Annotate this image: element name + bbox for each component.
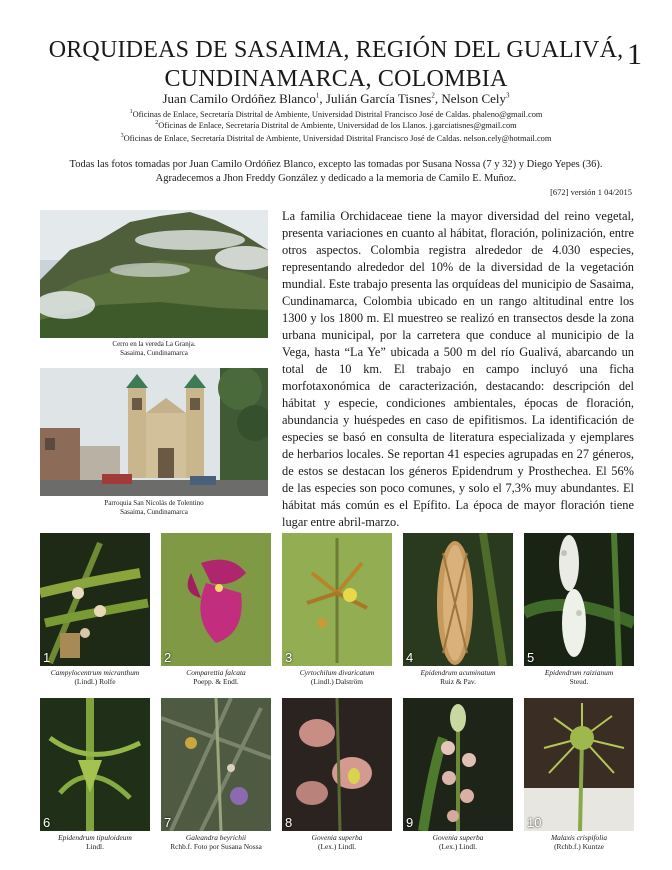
species-name: Campylocentrum micranthum (50, 668, 140, 677)
species-card (403, 533, 513, 686)
orchid-photo-image (524, 698, 634, 831)
orchid-photo-image (282, 698, 392, 831)
species-author: (Lindl.) Dalström (310, 677, 364, 686)
species-card (524, 533, 634, 686)
affiliation (0, 118, 672, 131)
author-sup: 3 (506, 91, 510, 100)
species-author: Ruiz & Pav. (440, 677, 476, 686)
caption-line: Parroquia San Nicolás de Tolentino (104, 499, 204, 507)
species-name: Govenia superba (311, 833, 363, 842)
church-photo (40, 368, 268, 496)
species-name: Galeandra beyrichii (185, 833, 247, 842)
author-separator: , (319, 91, 326, 106)
affiliation-sup: 2 (155, 120, 159, 126)
species-number: 2 (164, 650, 172, 665)
credits-line: Agradecemos a Jhon Freddy González y dedicado a la memoria de Camilo E. Muñoz. (155, 173, 517, 184)
orchid-photo-image (403, 698, 513, 831)
church-photo-image (40, 368, 268, 496)
species-photo (403, 698, 513, 831)
author-name: Nelson Cely (441, 91, 507, 106)
orchid-photo-image (161, 698, 271, 831)
orchid-photo-image (282, 533, 392, 666)
orchid-photo-image (40, 533, 150, 666)
species-photo (524, 698, 634, 831)
species-name: Epidendrum raizianum (544, 668, 614, 677)
title-line-1: ORQUIDEAS DE SASAIMA, REGIÓN DEL GUALIVÁ, (48, 37, 624, 63)
author-name: Juan Camilo Ordóñez Blanco (162, 91, 316, 106)
page-title (40, 36, 632, 94)
species-number: 3 (285, 650, 293, 665)
species-card (403, 698, 513, 851)
species-card (524, 698, 634, 851)
species-photo (282, 698, 392, 831)
page-number: 1 (627, 38, 642, 71)
species-card (161, 533, 271, 686)
orchid-photo-image (403, 533, 513, 666)
affiliation-text: Oficinas de Enlace, Secretaría Distrital de Ambiente, Universidad Distrital Francisco José de Caldas. phaleno@gmail.com (132, 109, 543, 119)
species-author: Lindl. (86, 842, 104, 851)
mountain-photo-image (40, 210, 268, 338)
species-number: 7 (164, 815, 172, 830)
affiliation-sup: 1 (129, 109, 133, 115)
orchid-photo-image (40, 698, 150, 831)
species-author: (Rchb.f.) Kuntze (554, 842, 604, 851)
photo-credits (40, 158, 632, 186)
species-photo (161, 533, 271, 666)
species-name: Epidendrum tipuloideum (58, 833, 132, 842)
species-author: (Lindl.) Rolfe (74, 677, 116, 686)
species-number: 9 (406, 815, 414, 830)
affiliation-text: Oficinas de Enlace, Secretaría Distrital de Ambiente, Universidad de los Llanos. j.garciatisnes@gmail.com (158, 120, 517, 130)
species-photo (524, 533, 634, 666)
species-card (40, 698, 150, 851)
species-number: 8 (285, 815, 293, 830)
version-label: [672] versión 1 04/2015 (550, 187, 632, 197)
species-photo (40, 698, 150, 831)
species-number: 10 (527, 815, 542, 830)
species-name: Epidendrum acuminatum (420, 668, 496, 677)
species-photo (282, 533, 392, 666)
species-photo (40, 533, 150, 666)
affiliation-text: Oficinas de Enlace, Secretaría Distrital de Ambiente, Universidad Distrital Francisco José de Caldas. nelson.cely@hotmail.com (123, 133, 552, 143)
species-card (282, 533, 392, 686)
species-author: (Lex.) Lindl. (318, 842, 356, 851)
species-card (282, 698, 392, 851)
species-author: Poepp. & Endl. (193, 677, 239, 686)
author-list (0, 91, 672, 107)
author-sup: 1 (315, 91, 320, 100)
species-card (40, 533, 150, 686)
species-number: 4 (406, 650, 414, 665)
author-name: Julián García Tisnes (325, 91, 432, 106)
caption-line: Sasaima, Cundinamarca (120, 508, 188, 516)
affiliation-sup: 3 (120, 133, 124, 139)
species-number: 1 (43, 650, 51, 665)
abstract-text: La familia Orchidaceae tiene la mayor diversidad del reino vegetal, presenta variaciones en cuanto al hábitat, floración, polinización, entre otros aspectos. Colombia registra alrededor de 4.030 especies, representando alrededor del 10% de la diversidad de la vegetación mundial. Este trabajo presenta las orquídeas del municipio de Sasaima, Cundinamarca, Colombia ubicado en un rango altitudinal entre los 1300 y los 1800 m. El muestreo se realizó en transectos desde la zona urbana municipal, por la carretera que conduce al municipio de la Vega, hasta “La Ye” ubicada a 500 m del río Gualivá, abarcando un total de 10 km. El trabajo en campo incluyó una ficha morfotaxonómica de caracterización, destacando: descripción del hábitat y especie, condiciones ambientales, épocas de floración, abundancia y huéspedes en caso de epifitismos. La identificación de especies se basó en consulta de literatura especializada y ejemplares de herbarios locales. Se reportan 41 especies agrupadas en 27 géneros, de estos se destacan los géneros Epidendrum y Prosthechea. El 56% de las especies son poco comunes, y solo el 7,3% muy abundantes. El hábitat más común es el Epífito. La época de mayor floración tiene lugar entre abril-marzo. (282, 209, 635, 529)
species-name: Malaxis crispifolia (550, 833, 608, 842)
title-line-2: CUNDINAMARCA, COLOMBIA (164, 66, 508, 92)
caption-line: Cerro en la vereda La Granja. (112, 340, 196, 348)
species-name: Cyrtochilum divaricatum (299, 668, 375, 677)
species-card (161, 698, 271, 851)
caption-line: Sasaima, Cundinamarca (120, 349, 188, 357)
orchid-photo-image (161, 533, 271, 666)
orchid-photo-image (524, 533, 634, 666)
species-author: (Lex.) Lindl. (439, 842, 477, 851)
species-author: Steud. (569, 677, 589, 686)
credits-line: Todas las fotos tomadas por Juan Camilo Ordóñez Blanco, excepto las tomadas por Susana Nossa (7 y 32) y Diego Yepes (36). (69, 159, 603, 170)
species-author: Rchb.f. Foto por Susana Nossa (170, 842, 262, 851)
affiliation (0, 131, 672, 144)
church-photo-caption (40, 499, 268, 517)
mountain-photo-caption (40, 340, 268, 358)
author-sup: 2 (431, 91, 435, 100)
species-number: 5 (527, 650, 535, 665)
species-photo (161, 698, 271, 831)
species-photo (403, 533, 513, 666)
author-separator: , (434, 91, 442, 106)
species-name: Comparettia falcata (186, 668, 246, 677)
species-name: Govenia superba (432, 833, 484, 842)
mountain-photo (40, 210, 268, 338)
species-number: 6 (43, 815, 51, 830)
